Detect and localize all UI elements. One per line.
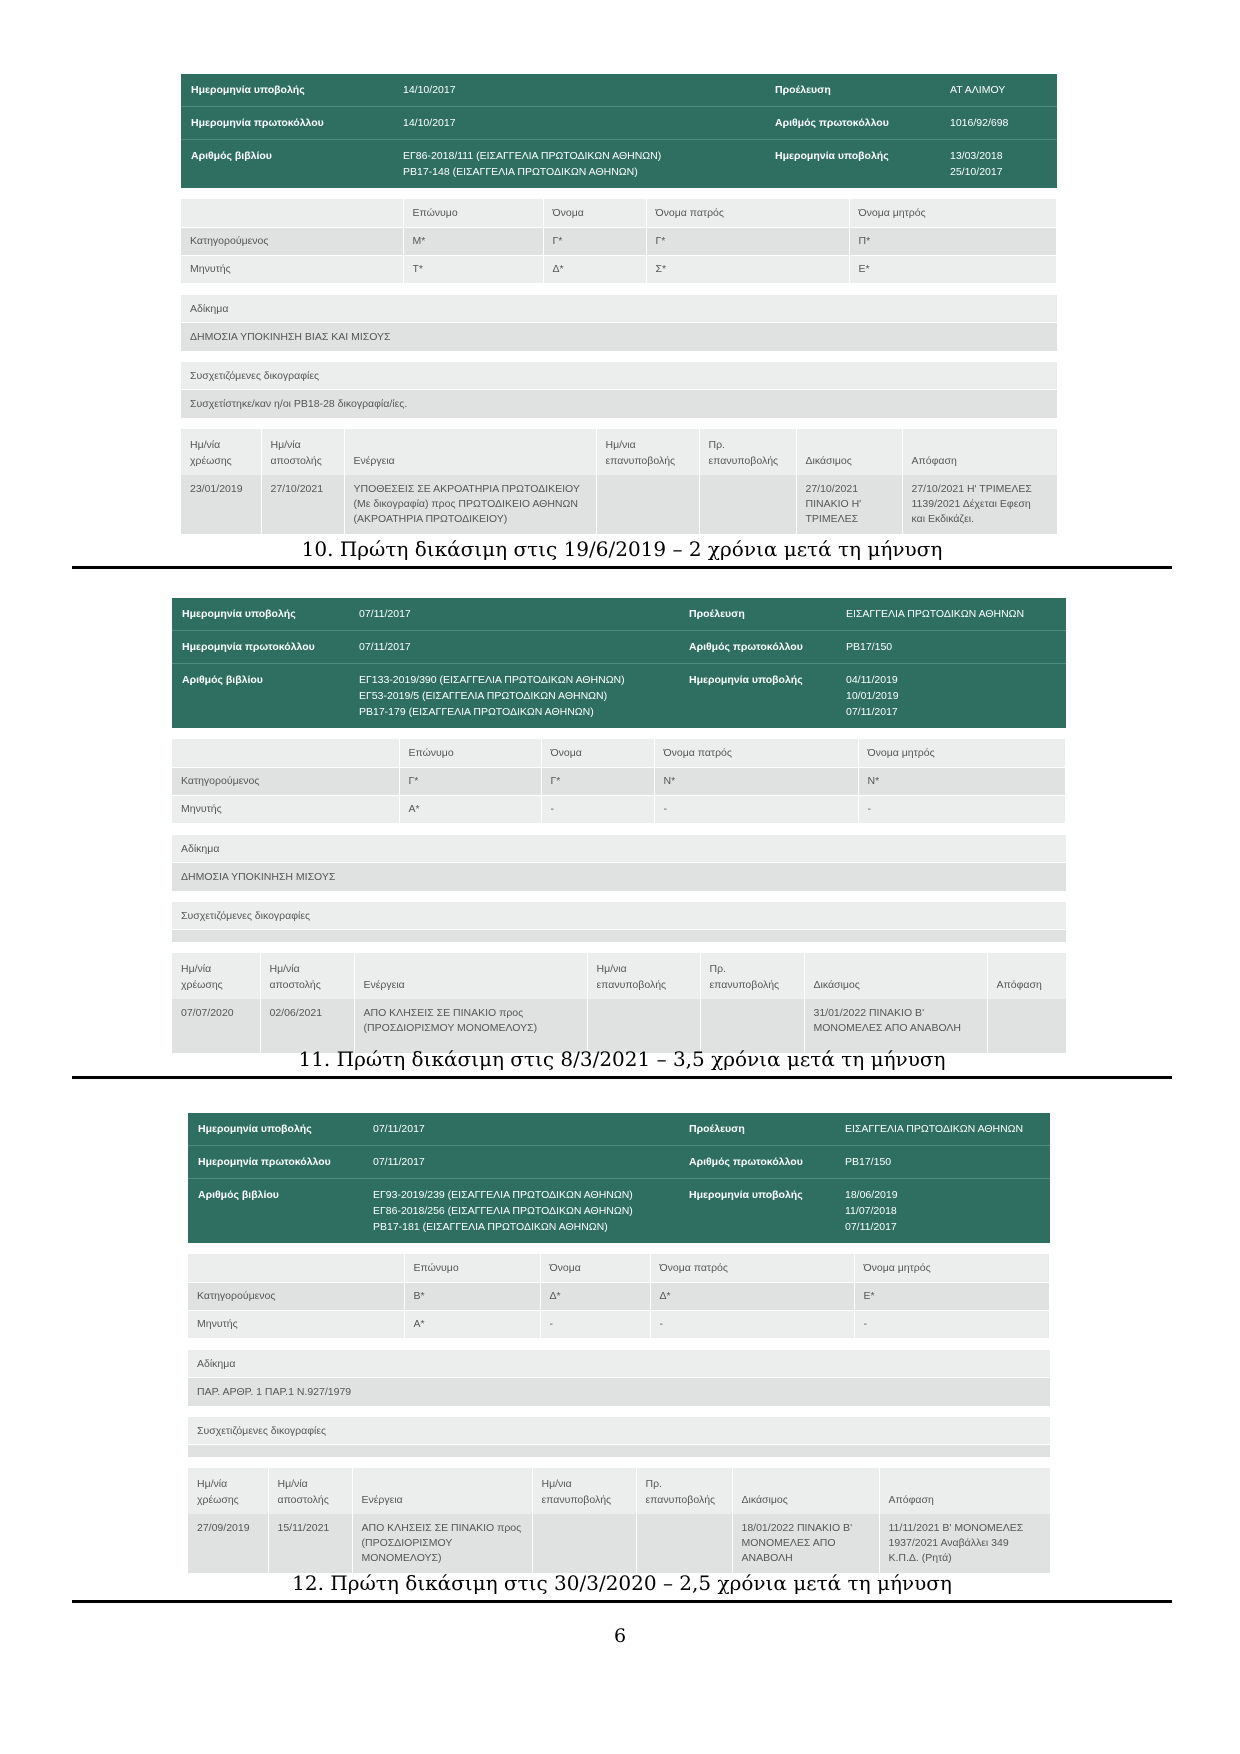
table-cell: 11/11/2021 Β' ΜΟΝΟΜΕΛΕΣ 1937/2021 Αναβάλλει 349 Κ.Π.Δ. (Ρητά) (879, 1514, 1050, 1573)
table-row (181, 475, 1057, 534)
people-table (172, 739, 1066, 824)
submission-date2-label: Ημερομηνία υποβολής (689, 1189, 803, 1201)
book-numbers-value: ΕΓ93-2019/239 (ΕΙΣΑΓΓΕΛΙΑ ΠΡΩΤΟΔΙΚΩΝ ΑΘΗΝΩΝ) ΕΓ86-2018/256 (ΕΙΣΑΓΓΕΛΙΑ ΠΡΩΤΟΔΙΚΩΝ ΑΘΗΝΩΝ) ΡΒ17-181 (ΕΙΣΑΓΓΕΛΙΑ ΠΡΩΤΟΔΙΚΩΝ ΑΘΗΝΩΝ) (373, 1189, 633, 1233)
protocol-date-label: Ημερομηνία πρωτοκόλλου (198, 1156, 331, 1168)
history-col-header: Δικάσιμος (732, 1468, 879, 1514)
figure-caption: 10. Πρώτη δικάσιμη στις 19/6/2019 – 2 χρόνια μετά τη μήνυση (301, 537, 943, 561)
people-col-header (188, 1254, 404, 1282)
table-cell: Π* (849, 227, 1057, 255)
history-col-header: Ημ/νια επανυποβολής (532, 1468, 636, 1514)
table-row (188, 1514, 1050, 1573)
table-row (181, 255, 1057, 283)
table-cell (587, 999, 700, 1053)
table-cell (699, 475, 796, 534)
table-cell: 23/01/2019 (181, 475, 261, 534)
divider (72, 1600, 1172, 1603)
history-col-header: Ημ/νία αποστολής (260, 953, 354, 999)
role-cell: Κατηγορούμενος (172, 767, 399, 795)
table-cell: Σ* (646, 255, 849, 283)
history-table (172, 953, 1066, 1053)
submission-dates2-value: 18/06/2019 11/07/2018 07/11/2017 (845, 1189, 898, 1233)
protocol-date-value: 07/11/2017 (359, 641, 411, 653)
protocol-date-label: Ημερομηνία πρωτοκόλλου (191, 117, 324, 129)
people-table (188, 1254, 1050, 1339)
people-col-header: Επώνυμο (403, 199, 543, 227)
figure-caption: 12. Πρώτη δικάσιμη στις 30/3/2020 – 2,5 χρόνια μετά τη μήνυση (292, 1571, 952, 1595)
table-cell: Β* (404, 1282, 540, 1310)
origin-label: Προέλευση (689, 1123, 745, 1135)
related-files-value (188, 1445, 1050, 1457)
table-cell (532, 1514, 636, 1573)
table-cell: Α* (399, 795, 541, 823)
history-table (188, 1468, 1050, 1573)
history-col-header: Ενέργεια (352, 1468, 532, 1514)
record-header (188, 1113, 1050, 1243)
protocol-number-label: Αριθμός πρωτοκόλλου (689, 641, 803, 653)
record-card-1 (181, 74, 1057, 534)
people-col-header: Επώνυμο (404, 1254, 540, 1282)
submission-date-label: Ημερομηνία υποβολής (191, 84, 305, 96)
offence-label: Αδίκημα (181, 295, 1057, 323)
offence-value: ΔΗΜΟΣΙΑ ΥΠΟΚΙΝΗΣΗ ΜΙΣΟΥΣ (172, 863, 1066, 891)
book-numbers-value: ΕΓ133-2019/390 (ΕΙΣΑΓΓΕΛΙΑ ΠΡΩΤΟΔΙΚΩΝ ΑΘΗΝΩΝ) ΕΓ53-2019/5 (ΕΙΣΑΓΓΕΛΙΑ ΠΡΩΤΟΔΙΚΩΝ ΑΘΗΝΩΝ) ΡΒ17-179 (ΕΙΣΑΓΓΕΛΙΑ ΠΡΩΤΟΔΙΚΩΝ ΑΘΗΝΩΝ) (359, 674, 625, 718)
table-cell: Γ* (541, 767, 654, 795)
table-cell: Δ* (543, 255, 646, 283)
role-cell: Μηνυτής (172, 795, 399, 823)
protocol-number-label: Αριθμός πρωτοκόλλου (689, 1156, 803, 1168)
offence-box (188, 1350, 1050, 1406)
people-col-header: Όνομα (541, 739, 654, 767)
table-cell: - (541, 795, 654, 823)
table-row (172, 795, 1066, 823)
history-col-header: Ενέργεια (344, 429, 596, 475)
table-cell: ΑΠΟ ΚΛΗΣΕΙΣ ΣΕ ΠΙΝΑΚΙΟ προς (ΠΡΟΣΔΙΟΡΙΣΜΟΥ ΜΟΝΟΜΕΛΟΥΣ) (352, 1514, 532, 1573)
people-col-header: Όνομα μητρός (849, 199, 1057, 227)
table-cell: Ν* (654, 767, 858, 795)
people-col-header: Όνομα πατρός (650, 1254, 854, 1282)
related-files-value (172, 930, 1066, 942)
divider (72, 1076, 1172, 1079)
origin-label: Προέλευση (775, 84, 831, 96)
related-files-box (188, 1417, 1050, 1457)
history-col-header: Πρ. επανυποβολής (700, 953, 804, 999)
submission-date-label: Ημερομηνία υποβολής (198, 1123, 312, 1135)
table-cell (596, 475, 699, 534)
related-files-value: Συσχετίστηκε/καν η/οι ΡΒ18-28 δικογραφία/ίες. (181, 390, 1057, 418)
history-col-header: Απόφαση (996, 978, 1042, 991)
history-col-header: Ημ/νία χρέωσης (181, 429, 261, 475)
history-col-header: Ενέργεια (354, 953, 587, 999)
table-cell: - (854, 1310, 1050, 1338)
related-files-box (172, 902, 1066, 942)
table-cell: - (650, 1310, 854, 1338)
people-col-header: Όνομα μητρός (858, 739, 1066, 767)
book-number-label: Αριθμός βιβλίου (182, 674, 263, 686)
origin-value: ΕΙΣΑΓΓΕΛΙΑ ΠΡΩΤΟΔΙΚΩΝ ΑΘΗΝΩΝ (845, 1123, 1024, 1135)
origin-value: ΕΙΣΑΓΓΕΛΙΑ ΠΡΩΤΟΔΙΚΩΝ ΑΘΗΝΩΝ (846, 608, 1025, 620)
history-col-header: Ημ/νια επανυποβολής (587, 953, 700, 999)
history-col-header: Απόφαση (888, 1493, 934, 1506)
submission-date2-label: Ημερομηνία υποβολής (775, 150, 889, 162)
table-cell: Γ* (646, 227, 849, 255)
people-col-header (172, 739, 399, 767)
book-numbers-value: ΕΓ86-2018/111 (ΕΙΣΑΓΓΕΛΙΑ ΠΡΩΤΟΔΙΚΩΝ ΑΘΗΝΩΝ) ΡΒ17-148 (ΕΙΣΑΓΓΕΛΙΑ ΠΡΩΤΟΔΙΚΩΝ ΑΘΗΝΩΝ) (403, 150, 662, 178)
offence-value: ΔΗΜΟΣΙΑ ΥΠΟΚΙΝΗΣΗ ΒΙΑΣ ΚΑΙ ΜΙΣΟΥΣ (181, 323, 1057, 351)
role-cell: Κατηγορούμενος (188, 1282, 404, 1310)
protocol-number-value: ΡΒ17/150 (846, 641, 893, 653)
table-cell: 27/09/2019 (188, 1514, 268, 1573)
protocol-date-value: 07/11/2017 (373, 1156, 425, 1168)
figure-caption: 11. Πρώτη δικάσιμη στις 8/3/2021 – 3,5 χρόνια μετά τη μήνυση (298, 1047, 946, 1071)
page-number: 6 (613, 1625, 627, 1647)
protocol-date-value: 14/10/2017 (403, 117, 456, 129)
related-files-label: Συσχετιζόμενες δικογραφίες (181, 362, 1057, 390)
people-col-header: Όνομα (543, 199, 646, 227)
book-number-label: Αριθμός βιβλίου (198, 1189, 279, 1201)
table-cell: - (654, 795, 858, 823)
table-cell: ΥΠΟΘΕΣΕΙΣ ΣΕ ΑΚΡΟΑΤΗΡΙΑ ΠΡΩΤΟΔΙΚΕΙΟΥ (Με δικογραφία) προς ΠΡΩΤΟΔΙΚΕΙΟ ΑΘΗΝΩΝ (ΑΚΡΟΑΤΗΡΙΑ ΠΡΩΤΟΔΙΚΕΙΟΥ) (344, 475, 596, 534)
related-files-label: Συσχετιζόμενες δικογραφίες (172, 902, 1066, 930)
table-cell: Γ* (399, 767, 541, 795)
table-cell: 27/10/2021 (261, 475, 344, 534)
table-cell (987, 999, 1066, 1053)
submission-date-value: 07/11/2017 (373, 1123, 425, 1135)
table-row (188, 1310, 1050, 1338)
history-col-header: Απόφαση (911, 454, 957, 467)
people-col-header: Όνομα (540, 1254, 650, 1282)
history-col-header: Δικάσιμος (796, 429, 902, 475)
people-col-header: Όνομα πατρός (646, 199, 849, 227)
role-cell: Μηνυτής (188, 1310, 404, 1338)
history-col-header: Ημ/νια επανυποβολής (596, 429, 699, 475)
book-number-label: Αριθμός βιβλίου (191, 150, 272, 162)
record-header (181, 74, 1057, 188)
table-cell: 07/07/2020 (172, 999, 260, 1053)
history-table (181, 429, 1057, 534)
offence-value: ΠΑΡ. ΑΡΘΡ. 1 ΠΑΡ.1 Ν.927/1979 (188, 1378, 1050, 1406)
table-cell: Ε* (849, 255, 1057, 283)
record-header (172, 598, 1066, 728)
submission-date-value: 07/11/2017 (359, 608, 411, 620)
offence-label: Αδίκημα (188, 1350, 1050, 1378)
history-col-header: Ημ/νία αποστολής (261, 429, 344, 475)
people-col-header: Επώνυμο (399, 739, 541, 767)
history-col-header: Πρ. επανυποβολής (636, 1468, 732, 1514)
history-col-header: Πρ. επανυποβολής (699, 429, 796, 475)
submission-dates2-value: 04/11/2019 10/01/2019 07/11/2017 (846, 674, 899, 718)
history-col-header: Ημ/νία αποστολής (268, 1468, 352, 1514)
table-cell: Δ* (540, 1282, 650, 1310)
table-cell: Μ* (403, 227, 543, 255)
history-col-header: Ημ/νία χρέωσης (188, 1468, 268, 1514)
related-files-label: Συσχετιζόμενες δικογραφίες (188, 1417, 1050, 1445)
table-cell: Ε* (854, 1282, 1050, 1310)
submission-date-label: Ημερομηνία υποβολής (182, 608, 296, 620)
table-cell: - (540, 1310, 650, 1338)
people-col-header: Όνομα πατρός (654, 739, 858, 767)
divider (72, 566, 1172, 569)
people-col-header: Όνομα μητρός (854, 1254, 1050, 1282)
table-cell: Α* (404, 1310, 540, 1338)
history-col-header: Ημ/νία χρέωσης (172, 953, 260, 999)
people-table (181, 199, 1057, 284)
record-card-3 (188, 1113, 1050, 1573)
table-cell: 18/01/2022 ΠΙΝΑΚΙΟ Β' ΜΟΝΟΜΕΛΕΣ ΑΠΟ ΑΝΑΒΟΛΗ (732, 1514, 879, 1573)
table-cell: 27/10/2021 Η' ΤΡΙΜΕΛΕΣ 1139/2021 Δέχεται Εφεση και Εκδικάζει. (902, 475, 1057, 534)
history-col-header: Δικάσιμος (804, 953, 987, 999)
people-col-header (181, 199, 403, 227)
table-cell: Τ* (403, 255, 543, 283)
table-cell (636, 1514, 732, 1573)
protocol-number-label: Αριθμός πρωτοκόλλου (775, 117, 889, 129)
offence-box (172, 835, 1066, 891)
protocol-number-value: 1016/92/698 (950, 117, 1009, 129)
table-cell: ΑΠΟ ΚΛΗΣΕΙΣ ΣΕ ΠΙΝΑΚΙΟ προς (ΠΡΟΣΔΙΟΡΙΣΜΟΥ ΜΟΝΟΜΕΛΟΥΣ) (354, 999, 587, 1053)
related-files-box (181, 362, 1057, 418)
table-cell (700, 999, 804, 1053)
protocol-number-value: ΡΒ17/150 (845, 1156, 892, 1168)
offence-box (181, 295, 1057, 351)
table-cell: Δ* (650, 1282, 854, 1310)
role-cell: Κατηγορούμενος (181, 227, 403, 255)
table-row (172, 999, 1066, 1053)
table-cell: 15/11/2021 (268, 1514, 352, 1573)
offence-label: Αδίκημα (172, 835, 1066, 863)
table-row (188, 1282, 1050, 1310)
table-cell: 27/10/2021 ΠΙΝΑΚΙΟ Η' ΤΡΙΜΕΛΕΣ (796, 475, 902, 534)
table-row (172, 767, 1066, 795)
origin-label: Προέλευση (689, 608, 745, 620)
table-cell: 02/06/2021 (260, 999, 354, 1053)
table-cell: Ν* (858, 767, 1066, 795)
role-cell: Μηνυτής (181, 255, 403, 283)
origin-value: ΑΤ ΑΛΙΜΟΥ (950, 84, 1006, 96)
table-row (181, 227, 1057, 255)
table-cell: - (858, 795, 1066, 823)
submission-dates2-value: 13/03/2018 25/10/2017 (950, 150, 1003, 178)
submission-date-value: 14/10/2017 (403, 84, 456, 96)
table-cell: Γ* (543, 227, 646, 255)
protocol-date-label: Ημερομηνία πρωτοκόλλου (182, 641, 315, 653)
table-cell: 31/01/2022 ΠΙΝΑΚΙΟ Β' ΜΟΝΟΜΕΛΕΣ ΑΠΟ ΑΝΑΒΟΛΗ (804, 999, 987, 1053)
submission-date2-label: Ημερομηνία υποβολής (689, 674, 803, 686)
record-card-2 (172, 598, 1066, 1053)
